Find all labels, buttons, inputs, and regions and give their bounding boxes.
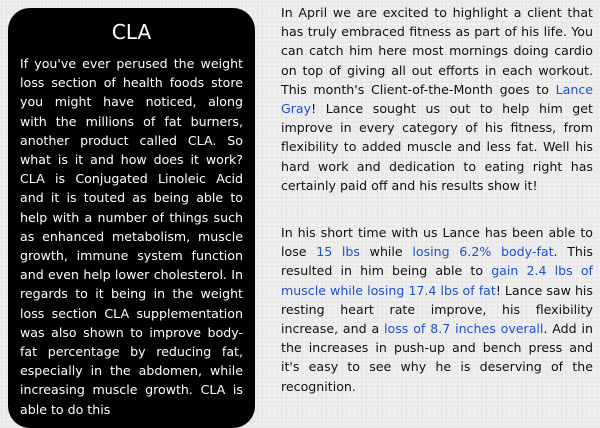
cla-body-text: If you've ever perused the weight loss section of health foods store you might have noticed, along with the millions of fat burners, another product called CLA. So what is it and how does it work? CLA is Conjugated Linoleic Acid and it is touted as being able to help with a number of things such as enhanced metabolism, muscle growth, immune system function and even help lower cholesterol. In regards to it being in the weight loss section CLA supplementation was also shown to improve body-fat percentage by reducing fat, especially in the abdomen, while increasing muscle growth. CLA is able to do this — [20, 56, 243, 417]
results-text-2: while — [359, 244, 413, 260]
results-text-5: . Add in the increases in push-up and bench press and it's easy to see why he is deserving of the recognition. — [281, 321, 593, 394]
intro-text-end: ! Lance sought us out to help him get improve in every category of his fitness, from flexibility to added muscle and less fat. Well his hard work and dedication to eating right has certainly paid off and his results show it! — [281, 101, 593, 193]
article-paragraph-intro — [281, 3, 593, 195]
cla-sidebar — [8, 8, 255, 428]
bodyfat-lost-highlight: losing 6.2% body-fat — [412, 244, 554, 260]
results-text-4: ! Lance saw his resting heart rate improve, his flexibility increase, and a — [281, 282, 593, 337]
muscle-gain-highlight: gain 2.4 lbs of muscle while losing 17.4 lbs of fat — [281, 263, 593, 298]
cla-title: CLA — [111, 20, 152, 44]
results-text-1: In his short time with us Lance has been able to lose — [281, 225, 593, 260]
inches-lost-highlight: loss of 8.7 inches overall — [384, 321, 544, 337]
client-name-link: Lance Gray — [281, 81, 593, 117]
results-text-3: . This resulted in him being able to — [281, 244, 593, 279]
article-paragraph-results — [281, 223, 593, 396]
intro-text-start: In April we are excited to highlight a client that has truly embraced fitness as part of his life. You can catch him here most mornings doing cardio on top of giving all out efforts in each workout. This month's Client-of-the-Month goes to — [281, 5, 593, 97]
client-of-month-article — [281, 3, 593, 396]
weight-lost-highlight: 15 lbs — [316, 244, 360, 260]
